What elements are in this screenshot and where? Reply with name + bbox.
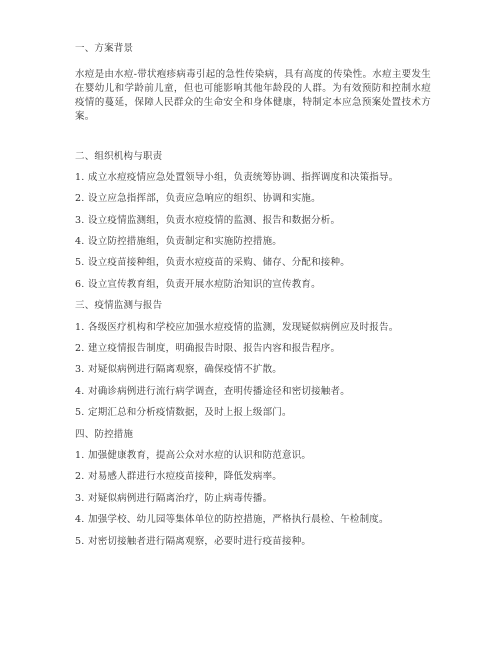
list-item-text: 对密切接触者进行隔离观察，必要时进行疫苗接种。 xyxy=(88,536,312,547)
list-item-text: 加强健康教育，提高公众对水痘的认识和防范意识。 xyxy=(88,450,312,461)
list-item-number: 2. xyxy=(75,471,85,482)
list-item xyxy=(75,192,321,206)
list-item-text: 对疑似病例进行隔离观察，确保疫情不扩散。 xyxy=(88,364,283,375)
section-heading-prevention: 四、防控措施 xyxy=(75,429,134,440)
list-item xyxy=(75,278,321,292)
list-item-text: 定期汇总和分析疫情数据，及时上报上级部门。 xyxy=(88,407,292,418)
list-item xyxy=(75,385,350,399)
list-item-text: 设立应急指挥部，负责应急响应的组织、协调和实施。 xyxy=(88,193,321,204)
list-item xyxy=(75,342,340,356)
list-item-number: 4. xyxy=(75,236,85,247)
list-item-text: 对易感人群进行水痘疫苗接种，降低发病率。 xyxy=(88,471,283,482)
list-item xyxy=(75,535,311,549)
list-item-text: 各级医疗机构和学校应加强水痘疫情的监测，发现疑似病例应及时报告。 xyxy=(88,322,399,333)
list-item-text: 设立宣传教育组，负责开展水痘防治知识的宣传教育。 xyxy=(88,279,321,290)
list-item-number: 5. xyxy=(75,257,85,268)
list-item-number: 5. xyxy=(75,407,85,418)
list-item xyxy=(75,513,389,527)
list-item xyxy=(75,321,398,335)
list-item-number: 6. xyxy=(75,279,85,290)
list-item-number: 2. xyxy=(75,193,85,204)
list-item xyxy=(75,406,292,420)
list-item-text: 设立防控措施组，负责制定和实施防控措施。 xyxy=(88,236,283,247)
section-heading-background: 一、方案背景 xyxy=(75,43,134,54)
list-item-number: 4. xyxy=(75,514,85,525)
list-item xyxy=(75,363,282,377)
list-item-text: 对确诊病例进行流行病学调查，查明传播途径和密切接触者。 xyxy=(88,386,350,397)
section-heading-organization: 二、组织机构与职责 xyxy=(75,151,163,162)
section-heading-monitoring: 三、疫情监测与报告 xyxy=(75,300,163,311)
list-item-text: 建立疫情报告制度，明确报告时限、报告内容和报告程序。 xyxy=(88,343,341,354)
list-item-number: 5. xyxy=(75,536,85,547)
list-item-number: 2. xyxy=(75,343,85,354)
list-item-number: 3. xyxy=(75,364,85,375)
list-item-number: 3. xyxy=(75,215,85,226)
list-item-number: 4. xyxy=(75,386,85,397)
list-item xyxy=(75,470,282,484)
list-item-text: 成立水痘疫情应急处置领导小组，负责统筹协调、指挥调度和决策指导。 xyxy=(88,172,399,183)
list-item-text: 设立疫苗接种组，负责水痘疫苗的采购、储存、分配和接种。 xyxy=(88,257,350,268)
list-item xyxy=(75,171,398,185)
list-item-number: 1. xyxy=(75,450,85,461)
list-item-text: 设立疫情监测组，负责水痘疫情的监测、报告和数据分析。 xyxy=(88,215,341,226)
list-item-text: 对疑似病例进行隔离治疗，防止病毒传播。 xyxy=(88,493,273,504)
list-item-number: 1. xyxy=(75,172,85,183)
list-item xyxy=(75,235,282,249)
list-item-number: 3. xyxy=(75,493,85,504)
list-item xyxy=(75,492,272,506)
background-paragraph: 水痘是由水痘-带状疱疹病毒引起的急性传染病，具有高度的传染性。水痘主要发生在婴幼儿和学龄前儿童，但也可能影响其他年龄段的人群。为有效预防和控制水痘疫情的蔓延，保障人民群众的生命安全和身体健康，特制定本应急预案处置技术方案。 xyxy=(75,69,431,122)
list-item xyxy=(75,449,311,463)
list-item xyxy=(75,214,340,228)
list-item-text: 加强学校、幼儿园等集体单位的防控措施，严格执行晨检、午检制度。 xyxy=(88,514,389,525)
list-item xyxy=(75,256,350,270)
list-item-number: 1. xyxy=(75,322,85,333)
